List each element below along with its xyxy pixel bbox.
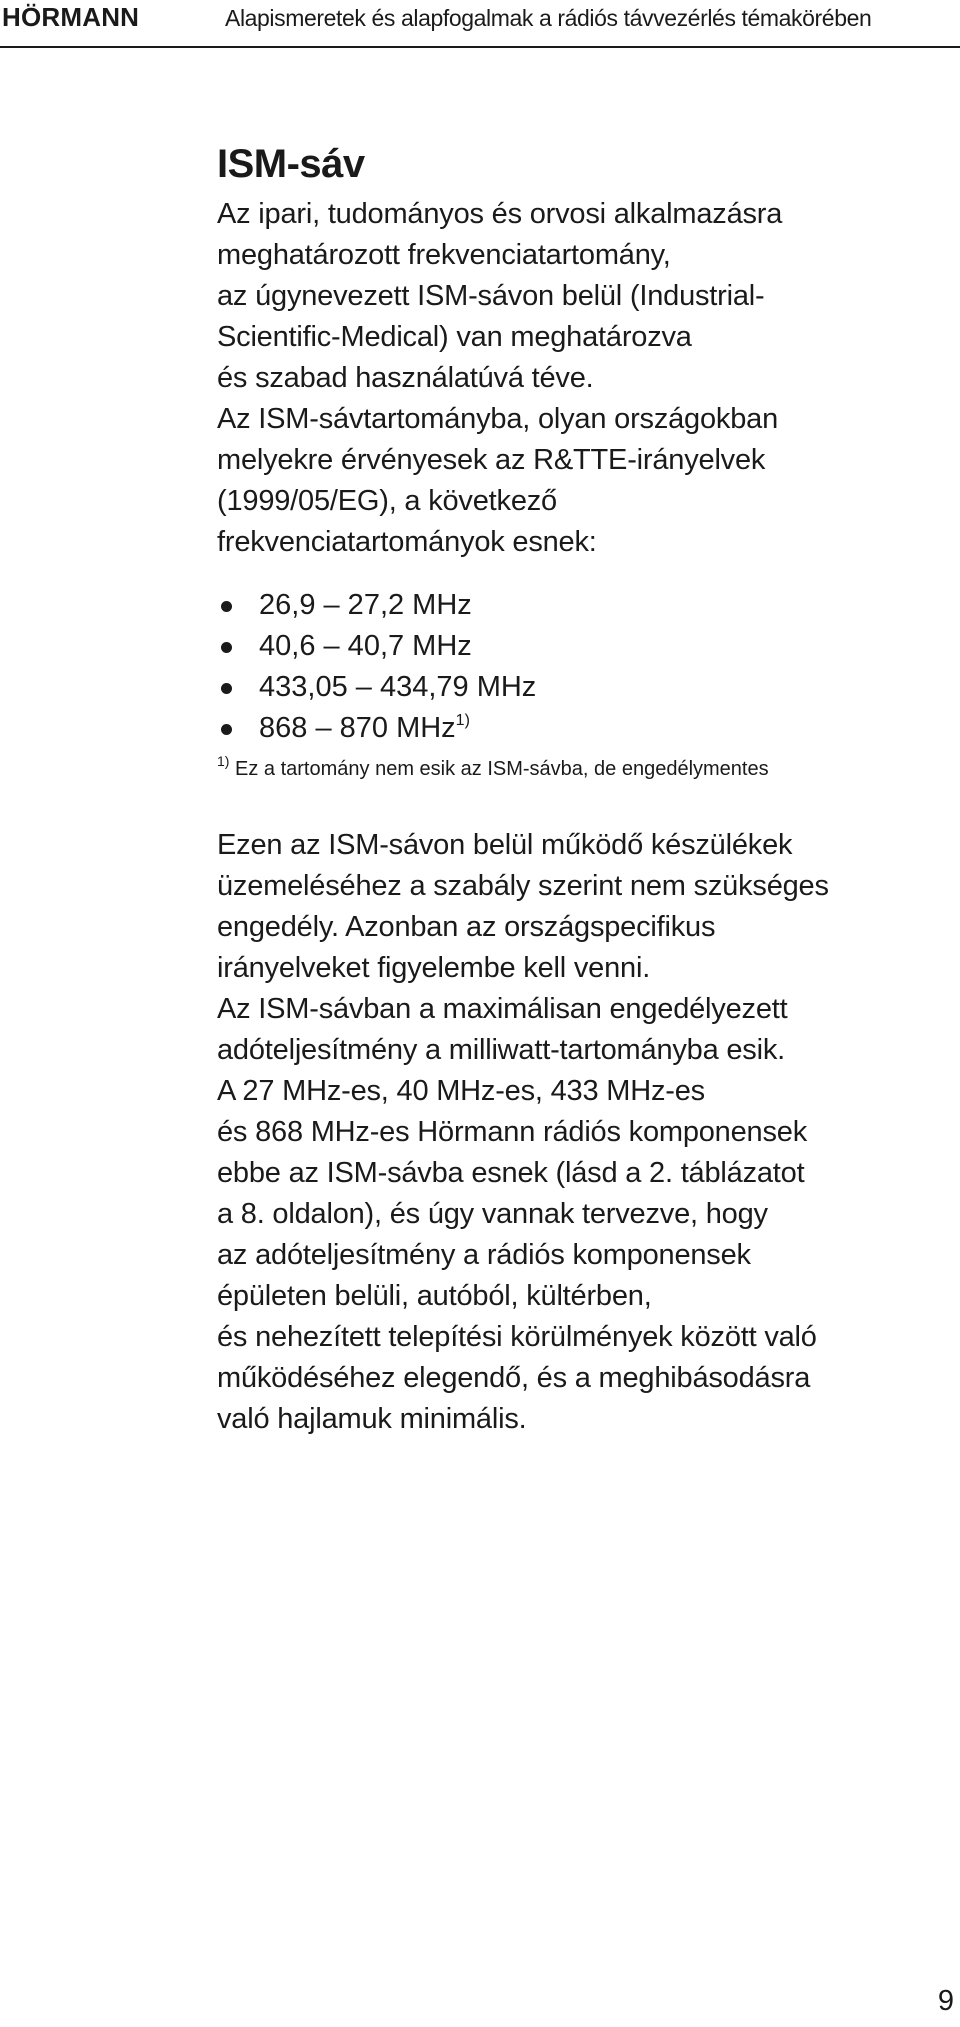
header-divider [0,46,960,48]
running-header-title: Alapismeretek és alapfogalmak a rádiós távvezérlés témakörében [225,5,872,31]
main-content [217,140,937,1440]
intro-paragraph-2: Az ISM-sávtartományba, olyan országokban melyekre érvényesek az R&TTE-irányelvek (1999/05/EG), a következő frekvenciatartományok esnek: [217,403,778,558]
body-text-block [217,825,937,1440]
body-paragraph-2: Az ISM-sávban a maximálisan engedélyezett adóteljesítmény a milliwatt-tartományba esik. [217,993,788,1066]
brand-logo-text: HÖRMANN [2,2,140,32]
frequency-range: 433,05 – 434,79 MHz [259,671,537,703]
footnote [217,755,937,783]
frequency-range: 868 – 870 MHz [259,712,456,744]
intro-paragraph-1: Az ipari, tudományos és orvosi alkalmazásra meghatározott frekvenciatartomány, az úgynevezett ISM-sávon belül (Industrial- Scientific-Medical) van meghatározva és szabad használatúvá téve. [217,198,783,394]
bullet-icon [221,601,232,612]
list-item [217,667,937,708]
bullet-icon [221,724,232,735]
footnote-marker: 1) [217,753,230,769]
frequency-range: 40,6 – 40,7 MHz [259,630,472,662]
list-item [217,708,937,749]
page-header [0,0,960,48]
list-item [217,626,937,667]
footnote-text: Ez a tartomány nem esik az ISM-sávba, de engedélymentes [229,758,769,780]
frequency-range: 26,9 – 27,2 MHz [259,589,472,621]
bullet-icon [221,642,232,653]
body-paragraph-3: A 27 MHz-es, 40 MHz-es, 433 MHz-es és 868 MHz-es Hörmann rádiós komponensek ebbe az ISM-sávba esnek (lásd a 2. táblázatot a 8. oldalon), és úgy vannak tervezve, hogy az adóteljesítmény a rádiós komponensek épületen belüli, autóból, kültérben, és nehezített telepítési körülmények között való működéséhez elegendő, és a meghibásodásra való hajlamuk minimális. [217,1075,817,1435]
section-title: ISM-sáv [217,142,365,186]
footnote-reference: 1) [455,712,470,729]
body-paragraph-1: Ezen az ISM-sávon belül működő készülékek üzemeléséhez a szabály szerint nem szükséges engedély. Azonban az országspecifikus irányelveket figyelembe kell venni. [217,829,829,984]
frequency-range-list [217,585,937,749]
list-item [217,585,937,626]
page-number: 9 [937,1985,954,2017]
bullet-icon [221,683,232,694]
